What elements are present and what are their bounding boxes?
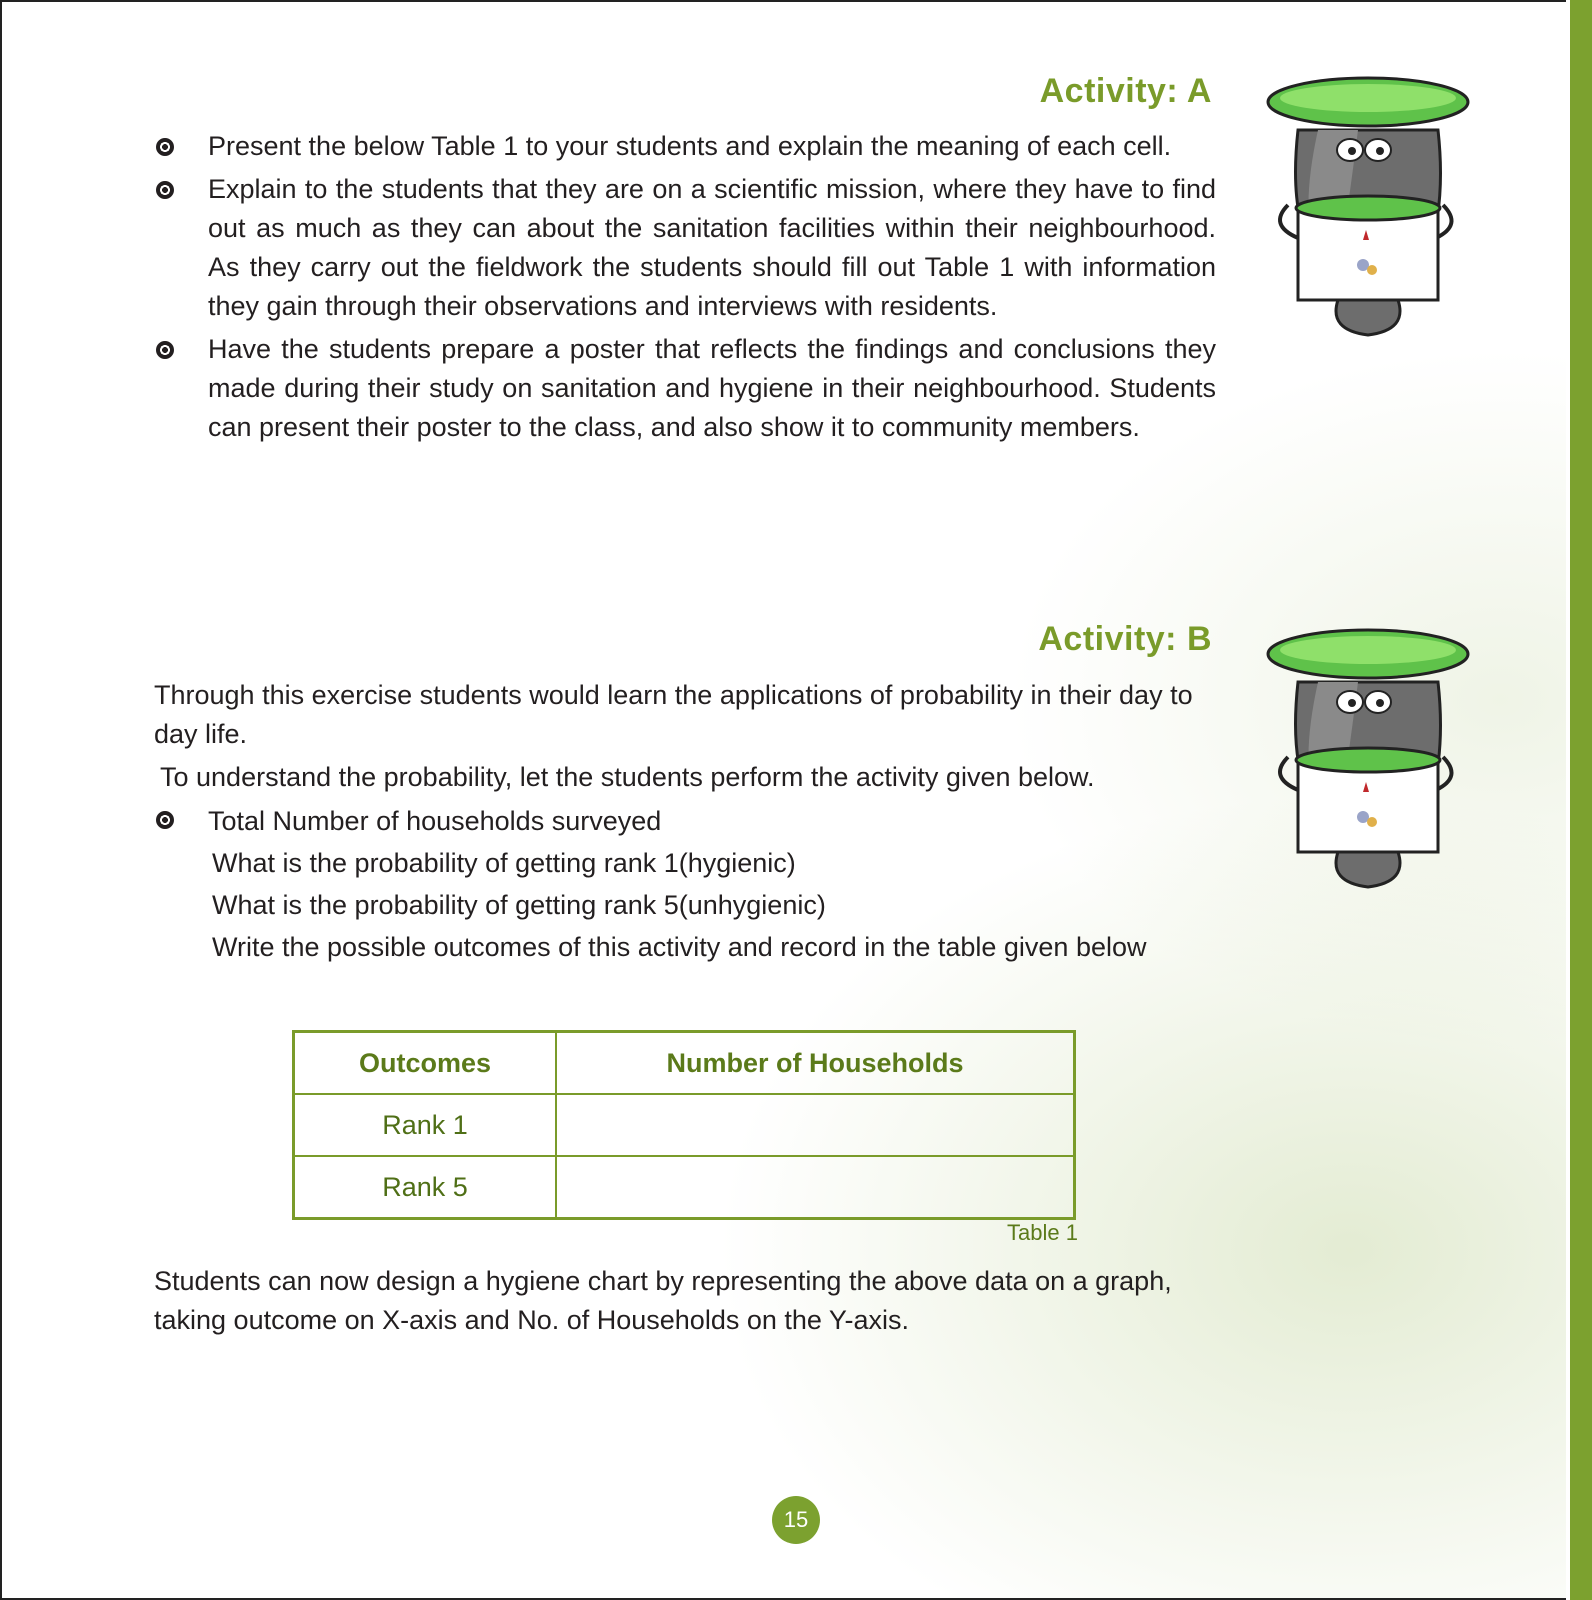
activity-b-bullet [154, 800, 1216, 842]
header-outcomes: Outcomes [294, 1032, 557, 1095]
bullet-text: Explain to the students that they are on a scientific mission, where they have to find out as much as they can about the sanitation facilities within their neighbourhood. As they carry out the fieldwork the students should fill out Table 1 with information they gain through their observations and interviews with residents. [208, 174, 1216, 321]
outcomes-table [292, 1030, 1076, 1220]
table-row [294, 1094, 1075, 1156]
closing-text: Students can now design a hygiene chart by representing the above data on a graph, taking outcome on X-axis and No. of Households on the Y-axis. [154, 1266, 1172, 1335]
toilet-mascot-illustration [1258, 622, 1478, 897]
bullet-text: Total Number of households surveyed [208, 806, 662, 836]
activity-b-instruction: To understand the probability, let the students perform the activity given below. [160, 762, 1095, 792]
cell-outcome: Rank 1 [294, 1094, 557, 1156]
page-border-left [0, 0, 2, 1600]
green-side-bar [1570, 0, 1592, 1600]
target-bullet-icon [156, 138, 174, 156]
target-bullet-icon [156, 811, 174, 829]
cell-households [556, 1156, 1075, 1219]
table-header-row [294, 1032, 1075, 1095]
bullet-text: Present the below Table 1 to your students and explain the meaning of each cell. [208, 131, 1172, 161]
activity-a-bullet-2 [154, 170, 1216, 326]
activity-a-bullet-3 [154, 330, 1216, 447]
question-rank-1: What is the probability of getting rank 1(hygienic) [212, 848, 796, 878]
target-bullet-icon [156, 181, 174, 199]
page-number-badge: 15 [772, 1496, 820, 1544]
cell-outcome: Rank 5 [294, 1156, 557, 1219]
bullet-text: Have the students prepare a poster that reflects the findings and conclusions they made during their study on sanitation and hygiene in their neighbourhood. Students can present their poster to the class, and also show it to community members. [208, 334, 1216, 442]
activity-b-heading: Activity: B [1038, 620, 1212, 658]
activity-a-heading: Activity: A [1039, 72, 1212, 110]
toilet-mascot-illustration [1258, 70, 1478, 345]
question-outcomes: Write the possible outcomes of this activity and record in the table given below [212, 932, 1147, 962]
activity-b-intro: Through this exercise students would learn the applications of probability in their day to day life. [154, 680, 1193, 749]
activity-a-bullet-1 [154, 127, 1216, 166]
table-row [294, 1156, 1075, 1219]
cell-households [556, 1094, 1075, 1156]
page-border-top [0, 0, 1592, 2]
header-number-of-households: Number of Households [556, 1032, 1075, 1095]
activity-a-bullet-list [154, 127, 1216, 451]
table-caption: Table 1 [1007, 1220, 1078, 1245]
activity-b-question-list [154, 800, 1216, 968]
question-rank-5: What is the probability of getting rank 5(unhygienic) [212, 890, 826, 920]
target-bullet-icon [156, 341, 174, 359]
outcomes-table-container [292, 1030, 1076, 1220]
